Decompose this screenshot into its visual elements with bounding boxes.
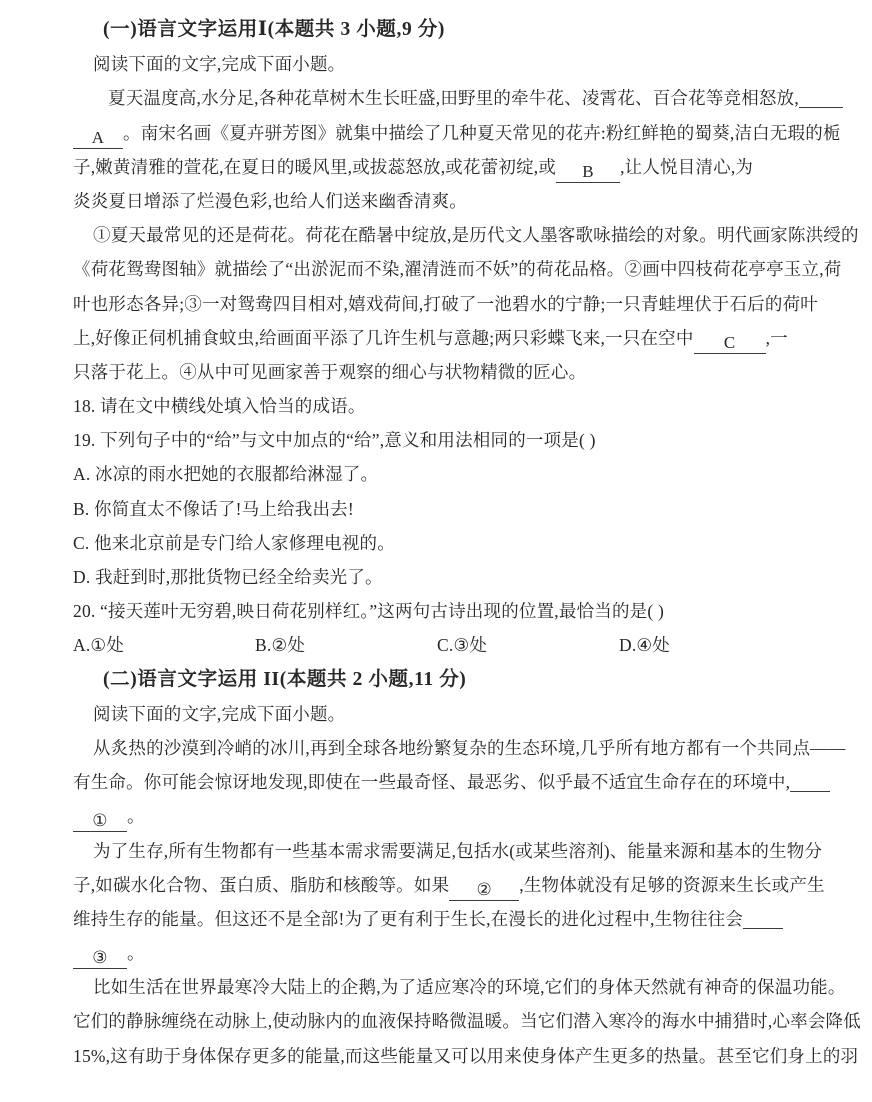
text-run: 20. “接天莲叶无穷碧,映日荷花别样红。”这两句古诗出现的位置,最恰当的是( ) — [73, 601, 665, 622]
blank-underline — [799, 85, 843, 108]
blank-underline: ② — [449, 878, 519, 901]
passage-line — [73, 970, 872, 1004]
text-run: 19. 下列句子中的“给”与文中加点的“给”,意义和用法相同的一项是( ) — [73, 430, 596, 451]
text-run: (二)语言文字运用 II(本题共 2 小题,11 分) — [103, 668, 467, 690]
option-item: C.③处 — [437, 635, 488, 656]
blank-underline — [790, 769, 830, 792]
instruction-line — [73, 697, 872, 731]
option-item: A.①处 — [73, 635, 125, 656]
passage-line — [73, 834, 872, 868]
passage-line — [73, 184, 872, 218]
blank-underline — [743, 906, 783, 929]
text-run: 只落于花上。④从中可见画家善于观察的细心与状物精微的匠心。 — [73, 361, 587, 382]
blank-underline: B — [556, 160, 620, 183]
passage-line — [73, 252, 872, 286]
passage-line — [73, 116, 872, 150]
text-run: 子,嫩黄清雅的萱花,在夏日的暖风里,或拔蕊怒放,或花蕾初绽,或 — [73, 156, 557, 177]
passage-line — [73, 868, 872, 902]
text-run: 为了生存,所有生物都有一些基本需求需要满足,包括水(或某些溶剂)、能量来源和基本的生物分 — [93, 840, 823, 861]
question-line — [73, 423, 872, 457]
blank-underline: ① — [73, 809, 127, 832]
text-run: ,让人悦目清心,为 — [620, 156, 754, 177]
text-run: 《荷花鸳鸯图轴》就描绘了“出淤泥而不染,濯清涟而不妖”的荷花品格。②画中四枝荷花亭亭玉立,荷 — [73, 259, 842, 280]
text-run: 阅读下面的文字,完成下面小题。 — [93, 703, 346, 724]
choice-line — [73, 526, 872, 560]
text-run: 。 — [127, 806, 145, 827]
section-heading — [73, 13, 872, 47]
blank-underline: ③ — [73, 946, 127, 969]
choices-row — [73, 628, 872, 662]
text-run: 夏天温度高,水分足,各种花草树木生长旺盛,田野里的牵牛花、凌霄花、百合花等竞相怒放, — [108, 88, 799, 109]
passage-line — [73, 321, 872, 355]
blank-underline: C — [694, 331, 766, 354]
blank-underline: A — [73, 126, 123, 149]
option-item: D.④处 — [619, 635, 671, 656]
passage-line — [73, 1004, 872, 1038]
text-run: (一)语言文字运用Ⅰ(本题共 3 小题,9 分) — [103, 19, 445, 40]
passage-line — [73, 150, 872, 184]
passage-line — [73, 1039, 872, 1073]
passage-line — [73, 81, 872, 115]
question-line — [73, 594, 872, 628]
text-run: ,一 — [765, 327, 788, 348]
text-run: 18. 请在文中横线处填入恰当的成语。 — [73, 396, 366, 417]
text-run: 。南宋名画《夏卉骈芳图》就集中描绘了几种夏天常见的花卉:粉红鲜艳的蜀葵,洁白无瑕的栀 — [123, 122, 841, 143]
passage-line — [73, 902, 872, 936]
option-item: B.②处 — [255, 635, 306, 656]
instruction-line — [73, 47, 872, 81]
text-run: 它们的静脉缠绕在动脉上,使动脉内的血液保持略微温暖。当它们潜入寒冷的海水中捕猎时,心率会降低 — [73, 1011, 861, 1032]
passage-line — [73, 799, 872, 833]
text-run: B. 你简直太不像话了!马上给我出去! — [73, 498, 354, 519]
text-run: A. 冰凉的雨水把她的衣服都给淋湿了。 — [73, 464, 379, 485]
text-run: 阅读下面的文字,完成下面小题。 — [93, 54, 346, 75]
passage-line — [73, 731, 872, 765]
text-run: 子,如碳水化合物、蛋白质、脂肪和核酸等。如果 — [73, 874, 450, 895]
text-run: 有生命。你可能会惊讶地发现,即使在一些最奇怪、最恶劣、似乎最不适宜生命存在的环境中, — [73, 772, 791, 793]
text-run: ,生物体就没有足够的资源来生长或产生 — [519, 874, 825, 895]
passage-line — [73, 218, 872, 252]
document-body — [73, 13, 872, 1073]
text-run: ①夏天最常见的还是荷花。荷花在酷暑中绽放,是历代文人墨客歌咏描绘的对象。明代画家陈洪绶的 — [93, 225, 859, 246]
section-heading — [73, 663, 872, 697]
text-run: 维持生存的能量。但这还不是全部!为了更有利于生长,在漫长的进化过程中,生物往往会 — [73, 908, 744, 929]
passage-line — [73, 765, 872, 799]
passage-line — [73, 936, 872, 970]
text-run: D. 我赶到时,那批货物已经全给卖光了。 — [73, 567, 383, 587]
text-run: 叶也形态各异;③一对鸳鸯四目相对,嬉戏荷间,打破了一池碧水的宁静;一只青蛙埋伏于石后的荷叶 — [73, 293, 818, 314]
text-run: 上,好像正伺机捕食蚊虫,给画面平添了几许生机与意趣;两只彩蝶飞来,一只在空中 — [73, 327, 694, 348]
text-run: C. 他来北京前是专门给人家修理电视的。 — [73, 532, 395, 553]
choice-line — [73, 457, 872, 491]
choice-line — [73, 560, 872, 594]
text-run: 比如生活在世界最寒冷大陆上的企鹅,为了适应寒冷的环境,它们的身体天然就有神奇的保温功能。 — [93, 977, 846, 998]
question-line — [73, 389, 872, 423]
text-run: 15%,这有助于身体保存更多的能量,而这些能量又可以用来使身体产生更多的热量。甚至它们身上的羽 — [73, 1045, 859, 1066]
text-run: 。 — [127, 943, 145, 964]
text-run: 炎炎夏日增添了烂漫色彩,也给人们送来幽香清爽。 — [73, 190, 467, 211]
passage-line — [73, 287, 872, 321]
passage-line — [73, 355, 872, 389]
text-run: 从炙热的沙漠到冷峭的冰川,再到全球各地纷繁复杂的生态环境,几乎所有地方都有一个共同点—— — [93, 737, 846, 758]
choice-line — [73, 492, 872, 526]
